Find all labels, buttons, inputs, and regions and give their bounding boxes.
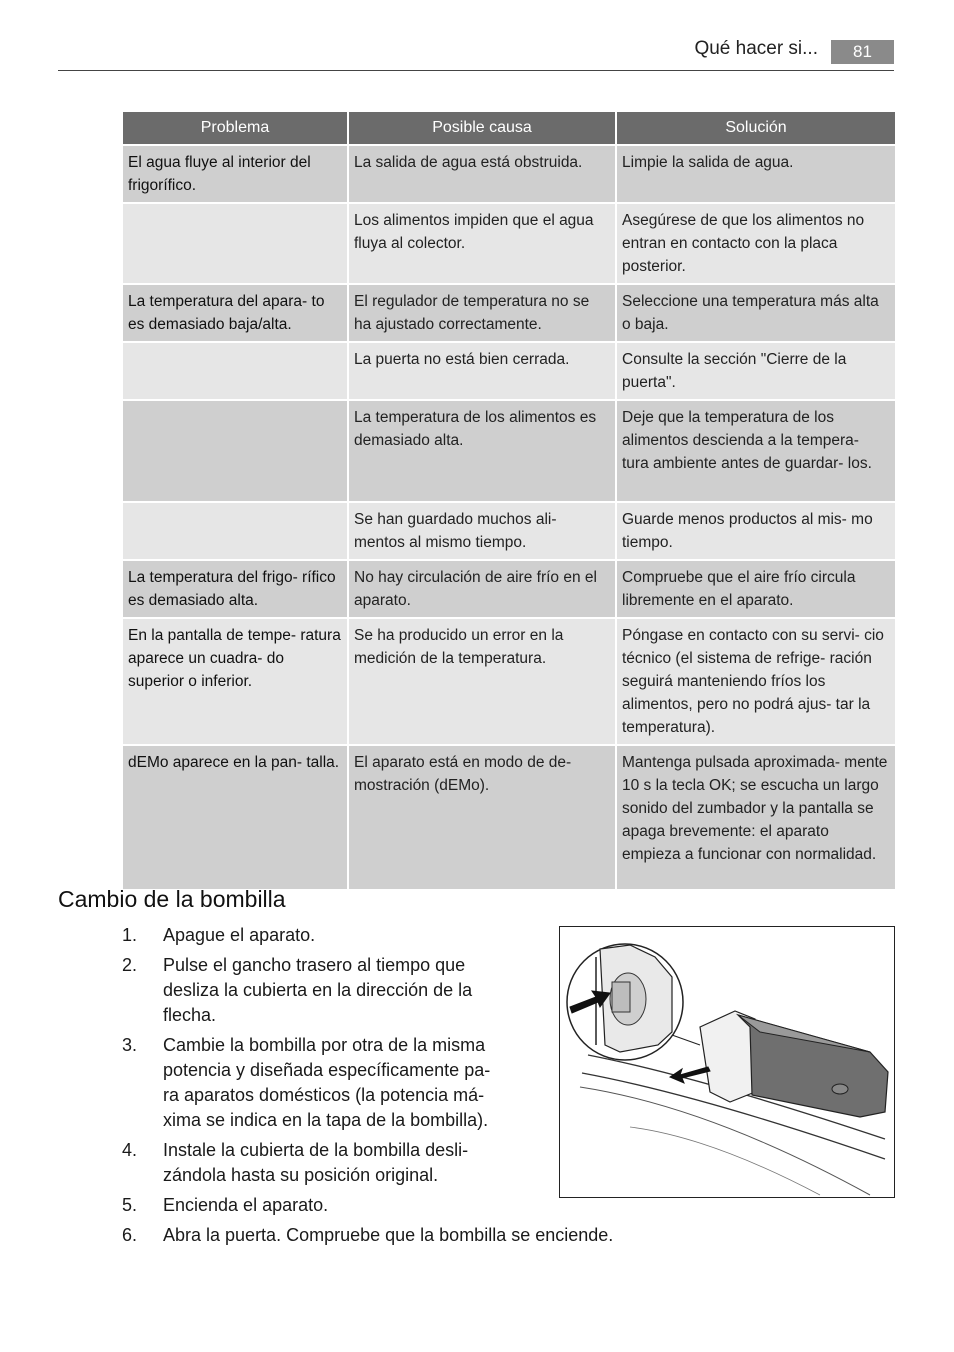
section-heading: Cambio de la bombilla — [58, 886, 286, 912]
running-header: Qué hacer si... — [694, 38, 818, 59]
table-row — [123, 401, 895, 503]
problem-cell: dEMo aparece en la pan- talla. — [123, 746, 347, 891]
solution-cell: Seleccione una temperatura más alta o baja. — [617, 285, 895, 343]
solution-cell: Asegúrese de que los alimentos no entran en contacto con la placa posterior. — [617, 204, 895, 285]
table-row — [123, 619, 895, 746]
problem-cell — [123, 343, 347, 401]
cause-cell: No hay circulación de aire frío en el aparato. — [349, 561, 615, 619]
cause-cell: Se ha producido un error en la medición de la temperatura. — [349, 619, 615, 746]
cause-cell: Se han guardado muchos ali- mentos al mismo tiempo. — [349, 503, 615, 561]
table-row — [123, 204, 895, 285]
list-item — [58, 1138, 503, 1188]
problem-cell: La temperatura del frigo- rífico es demasiado alta. — [123, 561, 347, 619]
page-number: 81 — [831, 40, 894, 64]
solution-cell: Deje que la temperatura de los alimentos descienda a la tempera- tura ambiente antes de guardar- los. — [617, 401, 895, 503]
step-number: 1. — [122, 925, 138, 945]
step-number: 5. — [122, 1195, 138, 1215]
problem-cell — [123, 204, 347, 285]
bulb-cover-drawing — [560, 927, 894, 1197]
step-text: Encienda el aparato. — [163, 1195, 329, 1215]
problem-cell: La temperatura del apara- to es demasiado baja/alta. — [123, 285, 347, 343]
step-text: Pulse el gancho trasero al tiempo que desliza la cubierta en la dirección de la flecha. — [163, 955, 473, 1025]
list-item — [58, 923, 583, 948]
step-text: Apague el aparato. — [163, 925, 316, 945]
cause-cell: La puerta no está bien cerrada. — [349, 343, 615, 401]
step-text: Cambie la bombilla por otra de la misma potencia y diseñada específicamente pa- ra aparatos domésticos (la potencia má- xima se indica en la tapa de la bombilla). — [163, 1035, 491, 1130]
cause-cell: El regulador de temperatura no se ha ajustado correctamente. — [349, 285, 615, 343]
cause-cell: La temperatura de los alimentos es demasiado alta. — [349, 401, 615, 503]
instruction-list — [58, 923, 638, 1253]
list-item — [58, 1223, 743, 1248]
list-item — [58, 1193, 583, 1218]
table-row — [123, 561, 895, 619]
bulb-replacement-illustration — [559, 926, 895, 1198]
table-row — [123, 746, 895, 891]
table-row — [123, 146, 895, 204]
step-number: 2. — [122, 955, 138, 975]
solution-cell: Consulte la sección "Cierre de la puerta". — [617, 343, 895, 401]
problem-cell: El agua fluye al interior del frigorífico. — [123, 146, 347, 204]
solution-cell: Compruebe que el aire frío circula libremente en el aparato. — [617, 561, 895, 619]
solution-cell: Mantenga pulsada aproximada- mente 10 s la tecla OK; se escucha un largo sonido del zumbador y la pantalla se apaga brevemente: el aparato empieza a funcionar con normalidad. — [617, 746, 895, 891]
solution-cell: Póngase en contacto con su servi- cio técnico (el sistema de refrige- ración seguirá manteniendo fríos los alimentos, pero no podrá ajus- tar la temperatura). — [617, 619, 895, 746]
step-number: 6. — [122, 1225, 138, 1245]
table-header-row — [123, 112, 895, 146]
step-number: 4. — [122, 1140, 138, 1160]
cause-cell: La salida de agua está obstruida. — [349, 146, 615, 204]
list-item — [58, 1033, 511, 1133]
problem-cell — [123, 401, 347, 503]
table-row — [123, 503, 895, 561]
column-header-solution: Solución — [617, 112, 895, 146]
solution-cell: Limpie la salida de agua. — [617, 146, 895, 204]
troubleshooting-table — [121, 112, 897, 891]
list-item — [58, 953, 503, 1028]
step-text: Instale la cubierta de la bombilla desli- zándola hasta su posición original. — [163, 1140, 469, 1185]
problem-cell: En la pantalla de tempe- ratura aparece un cuadra- do superior o inferior. — [123, 619, 347, 746]
step-number: 3. — [122, 1035, 138, 1055]
column-header-cause: Posible causa — [349, 112, 615, 146]
solution-cell: Guarde menos productos al mis- mo tiempo. — [617, 503, 895, 561]
table-row — [123, 343, 895, 401]
problem-cell — [123, 503, 347, 561]
column-header-problem: Problema — [123, 112, 347, 146]
header-divider — [58, 70, 894, 71]
table-row — [123, 285, 895, 343]
cause-cell: Los alimentos impiden que el agua fluya al colector. — [349, 204, 615, 285]
step-text: Abra la puerta. Compruebe que la bombilla se enciende. — [163, 1225, 614, 1245]
cause-cell: El aparato está en modo de de- mostración (dEMo). — [349, 746, 615, 891]
